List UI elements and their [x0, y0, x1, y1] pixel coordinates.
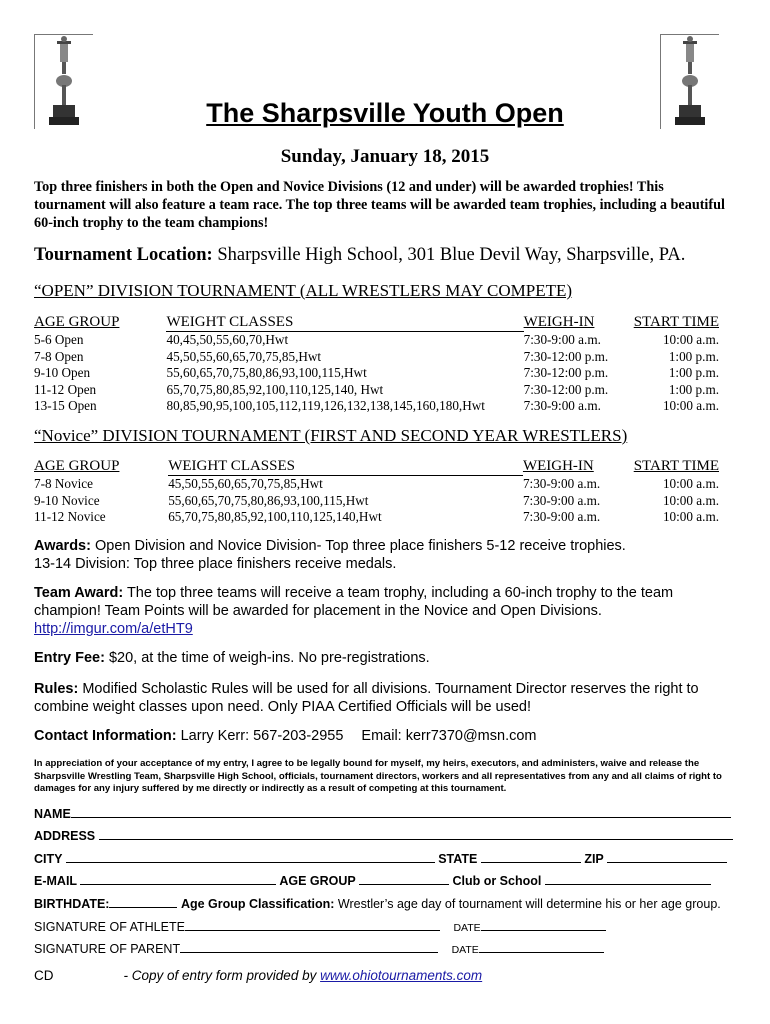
table-row: [34, 493, 719, 510]
weight-classes-cell: 40,45,50,55,60,70,Hwt: [166, 332, 289, 347]
zip-label: ZIP: [584, 852, 604, 866]
footer-copy-text: - Copy of entry form provided by: [123, 968, 321, 983]
age-group-field[interactable]: [359, 873, 449, 885]
table-row: [34, 332, 719, 349]
weight-classes-cell: 65,70,75,80,85,92,100,110,125,140, Hwt: [166, 381, 384, 397]
parent-date-field[interactable]: [479, 941, 604, 953]
weigh-in-cell: 7:30-12:00 p.m.: [523, 365, 609, 380]
weight-classes-cell: 55,60,65,70,75,80,86,93,100,115,Hwt: [168, 492, 369, 508]
col-start-time: START TIME: [633, 458, 719, 475]
athlete-signature-field[interactable]: [185, 919, 440, 931]
start-time-cell: 10:00 a.m.: [662, 331, 719, 347]
address-row: [34, 828, 733, 843]
rules-label: Rules:: [34, 681, 79, 697]
weigh-in-cell: 7:30-9:00 a.m.: [522, 475, 601, 491]
start-time-cell: 1:00 p.m.: [668, 348, 719, 364]
club-field[interactable]: [545, 873, 711, 885]
city-field[interactable]: [66, 851, 435, 863]
club-label: Club or School: [452, 874, 542, 888]
col-weigh-in: WEIGH-IN: [522, 458, 594, 475]
weigh-in-cell: 7:30-9:00 a.m.: [523, 331, 601, 347]
birthdate-label: BIRTHDATE:: [34, 897, 110, 911]
weight-classes-cell: 80,85,90,95,100,105,112,119,126,132,138,145,160,180,Hwt: [166, 398, 485, 413]
col-start-time: START TIME: [633, 314, 719, 331]
parent-signature-row: [34, 941, 604, 956]
start-time-cell: 1:00 p.m.: [668, 381, 719, 397]
weigh-in-cell: 7:30-12:00 p.m.: [523, 381, 609, 397]
team-award-text: The top three teams will receive a team trophy, including a 60-inch trophy to the team champion! Team Points will be awarded for placement in the Novice and Open Divisions.: [34, 585, 674, 619]
awards-line2: 13-14 Division: Top three place finishers receive medals.: [34, 556, 397, 572]
novice-division-table: [34, 457, 719, 526]
contact-email: Email: kerr7370@msn.com: [361, 728, 537, 744]
city-label: CITY: [34, 852, 63, 866]
email-field[interactable]: [80, 873, 276, 885]
age-group-cell: 7-8 Open: [34, 348, 84, 364]
parent-date-label: DATE: [451, 944, 479, 956]
intro-text: Top three finishers in both the Open and Novice Divisions (12 and under) will be awarded trophies! This tournament will also feature a team race. The top three teams will be awarded team trophies, including a beautiful 60-inch trophy to the team champions!: [34, 179, 725, 231]
start-time-cell: 10:00 a.m.: [662, 475, 719, 491]
col-weight-classes: WEIGHT CLASSES: [166, 313, 523, 332]
col-weight-classes: WEIGHT CLASSES: [168, 457, 523, 476]
contact-section: [34, 727, 734, 745]
tournament-location: [34, 245, 685, 266]
contact-phone: Larry Kerr: 567-203-2955: [176, 728, 344, 744]
table-row: [34, 349, 719, 366]
state-field[interactable]: [481, 851, 581, 863]
team-award-label: Team Award:: [34, 585, 124, 601]
weigh-in-cell: 7:30-12:00 p.m.: [523, 348, 609, 364]
weigh-in-cell: 7:30-9:00 a.m.: [523, 398, 601, 413]
rules-text: Modified Scholastic Rules will be used for all divisions. Tournament Director reserves the right to combine weight classes upon need. Only PIAA Certified Officials will be used!: [34, 681, 699, 715]
age-classification-text: Wrestler’s age day of tournament will determine his or her age group.: [334, 897, 721, 911]
age-group-label: AGE GROUP: [279, 874, 356, 888]
location-value: Sharpsville High School, 301 Blue Devil Way, Sharpsville, PA.: [212, 245, 686, 265]
start-time-cell: 1:00 p.m.: [668, 365, 719, 380]
location-label: Tournament Location:: [34, 245, 213, 265]
event-date: Sunday, January 18, 2015: [280, 146, 490, 167]
awards-section: [34, 537, 734, 573]
table-row: [34, 365, 719, 382]
start-time-cell: 10:00 a.m.: [662, 492, 719, 508]
email-label: E-MAIL: [34, 874, 77, 888]
start-time-cell: 10:00 a.m.: [662, 509, 719, 524]
ohiotournaments-link[interactable]: www.ohiotournaments.com: [320, 968, 483, 983]
address-field[interactable]: [99, 828, 733, 840]
age-group-cell: 11-12 Novice: [34, 509, 106, 524]
waiver-text: In appreciation of your acceptance of my entry, I agree to be legally bound for myself, my heirs, executors, and administers, waive and release the Sharpsville Wrestling Team, Sharpsville High School, officials, tournament directors, workers and all representatives from any and all claims of right to damages for any injury suffered by me directly or indirectly as a result of competing at this tournament.: [34, 758, 722, 794]
name-field[interactable]: [71, 806, 731, 818]
col-weigh-in: WEIGH-IN: [523, 314, 595, 331]
weigh-in-cell: 7:30-9:00 a.m.: [522, 509, 601, 524]
zip-field[interactable]: [607, 851, 727, 863]
awards-line1: Open Division and Novice Division- Top three place finishers 5-12 receive trophies.: [90, 538, 626, 554]
athlete-date-field[interactable]: [481, 919, 606, 931]
state-label: STATE: [438, 852, 478, 866]
age-group-cell: 7-8 Novice: [34, 475, 93, 491]
entry-fee-section: [34, 649, 734, 667]
open-division-table: [34, 313, 719, 415]
imgur-link[interactable]: http://imgur.com/a/etHT9: [34, 621, 193, 637]
weight-classes-cell: 45,50,55,60,65,70,75,85,Hwt: [168, 476, 323, 491]
table-row: [34, 398, 719, 415]
table-row: [34, 476, 719, 493]
footer: [34, 968, 482, 983]
col-age-group: AGE GROUP: [34, 458, 120, 475]
age-group-cell: 9-10 Novice: [34, 492, 100, 508]
table-row: [34, 509, 719, 526]
start-time-cell: 10:00 a.m.: [662, 398, 719, 413]
name-row: [34, 806, 731, 821]
athlete-signature-row: [34, 919, 606, 934]
birthdate-row: [34, 896, 721, 911]
parent-signature-field[interactable]: [180, 941, 438, 953]
novice-division-heading: “Novice” DIVISION TOURNAMENT (FIRST AND SECOND YEAR WRESTLERS): [34, 426, 628, 445]
address-label: ADDRESS: [34, 829, 96, 843]
athlete-signature-label: SIGNATURE OF ATHLETE: [34, 920, 185, 934]
athlete-date-label: DATE: [453, 922, 481, 934]
weight-classes-cell: 45,50,55,60,65,70,75,85,Hwt: [166, 348, 322, 364]
open-division-heading: “OPEN” DIVISION TOURNAMENT (ALL WRESTLERS MAY COMPETE): [34, 281, 573, 300]
table-row: [34, 382, 719, 399]
email-row: [34, 873, 711, 888]
footer-cd: CD: [34, 968, 54, 983]
team-award-section: [34, 584, 734, 638]
age-group-cell: 13-15 Open: [34, 398, 97, 413]
birthdate-field[interactable]: [109, 896, 177, 908]
rules-section: [34, 680, 734, 716]
page-title: The Sharpsville Youth Open: [206, 98, 564, 128]
age-group-cell: 9-10 Open: [34, 365, 91, 380]
awards-label: Awards:: [34, 538, 91, 554]
weight-classes-cell: 65,70,75,80,85,92,100,110,125,140,Hwt: [168, 509, 382, 524]
entry-fee-text: $20, at the time of weigh-ins. No pre-registrations.: [104, 650, 430, 666]
weight-classes-cell: 55,60,65,70,75,80,86,93,100,115,Hwt: [166, 365, 367, 380]
age-group-cell: 5-6 Open: [34, 331, 84, 347]
age-classification-label: Age Group Classification:: [180, 897, 335, 911]
parent-signature-label: SIGNATURE OF PARENT: [34, 942, 181, 956]
age-group-cell: 11-12 Open: [34, 381, 97, 397]
weigh-in-cell: 7:30-9:00 a.m.: [522, 492, 601, 508]
col-age-group: AGE GROUP: [34, 314, 120, 331]
entry-fee-label: Entry Fee:: [34, 650, 105, 666]
contact-label: Contact Information:: [34, 728, 177, 744]
city-row: [34, 851, 727, 866]
name-label: NAME: [34, 807, 71, 821]
